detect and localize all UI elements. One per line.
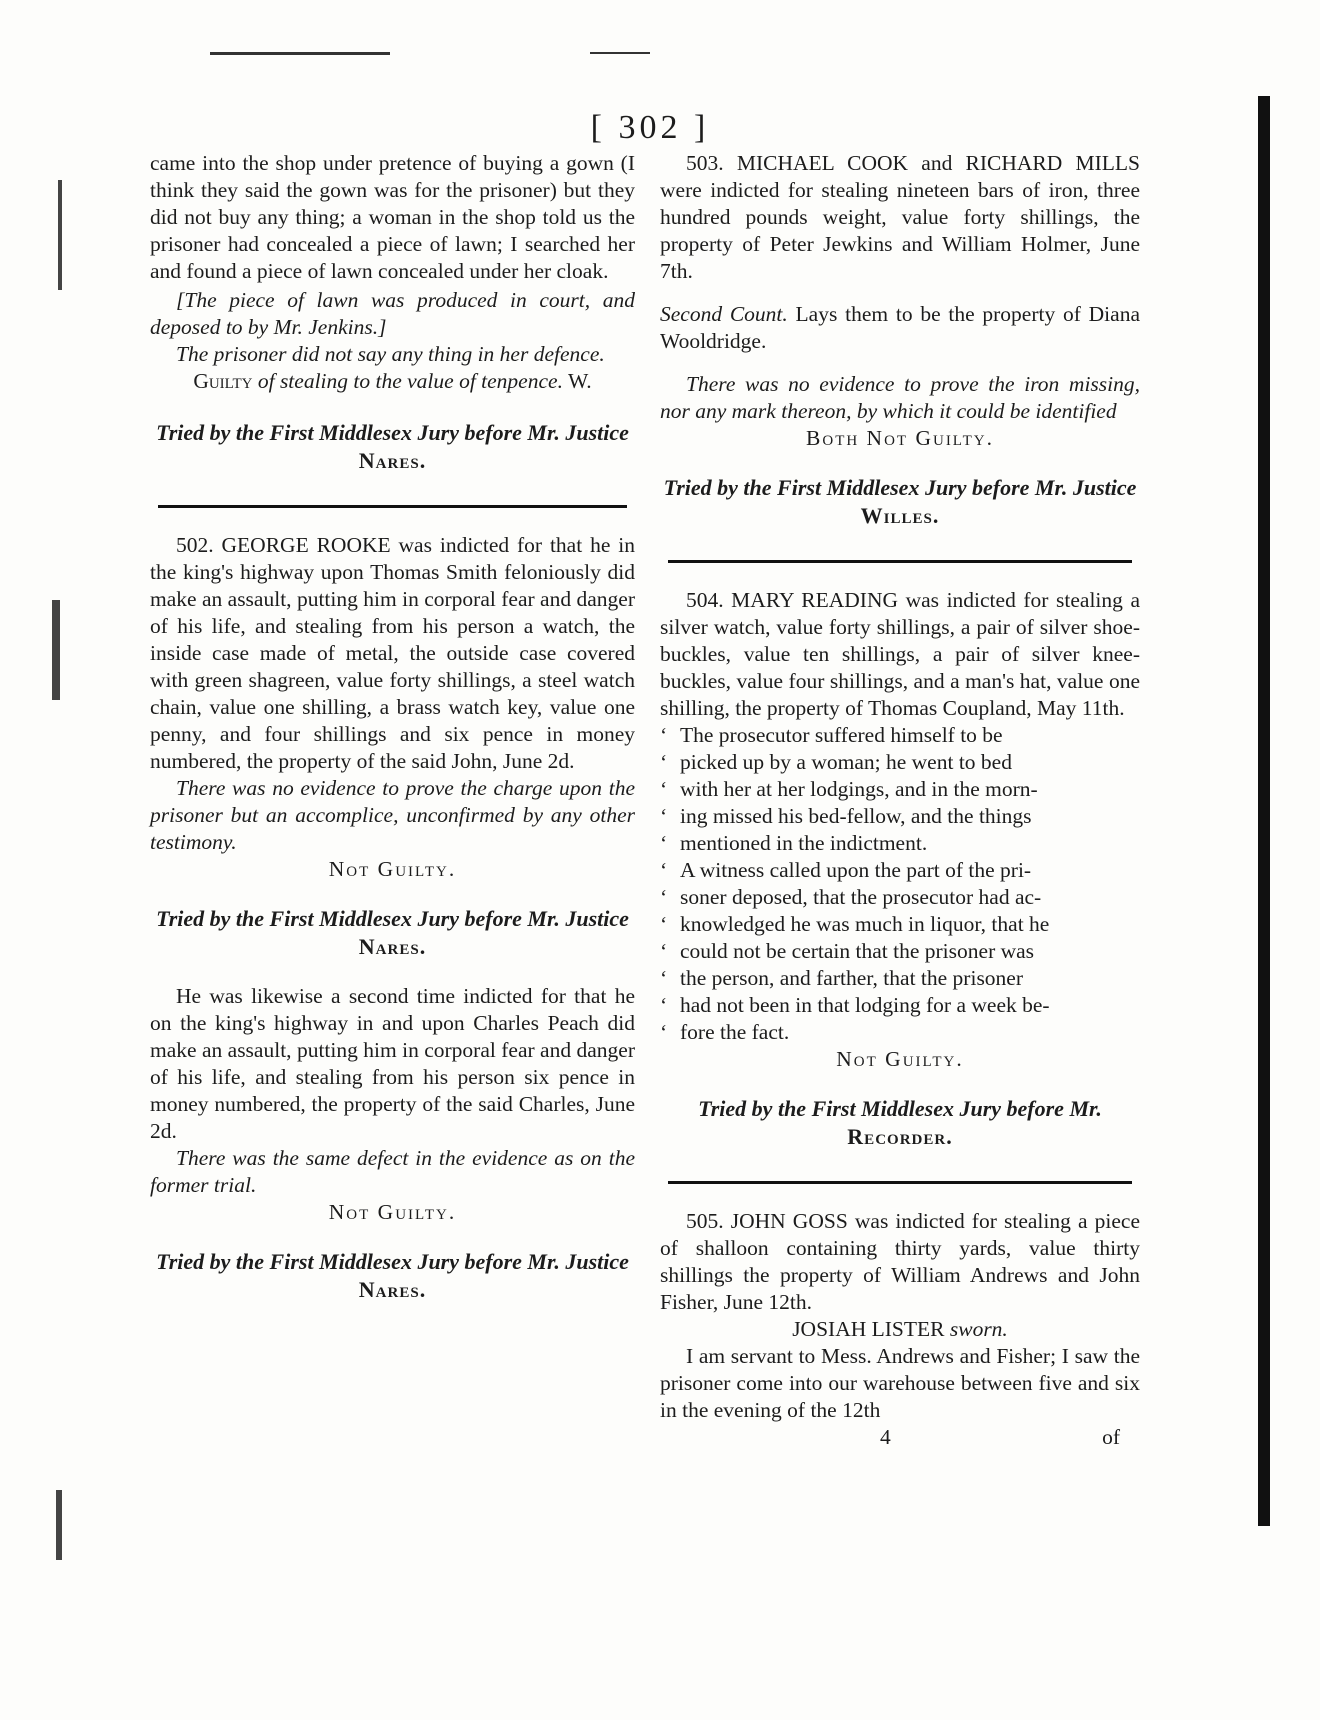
scan-artifact xyxy=(210,52,390,55)
quote-line: ‘ A witness called upon the part of the pri- xyxy=(660,857,1140,884)
tried-by-502 xyxy=(150,905,635,961)
quote-line: ‘ picked up by a woman; he went to bed xyxy=(660,749,1140,776)
quote-line: ‘ ing missed his bed-fellow, and the things xyxy=(660,803,1140,830)
case-503: 503. MICHAEL COOK and RICHARD MILLS were indicted for stealing nineteen bars of iron, three hundred pounds weight, value forty shillings, the property of Peter Jewkins and William Holmer, June 7th. xyxy=(660,151,1140,283)
tried-by-504 xyxy=(660,1095,1140,1151)
margin-scan-marks xyxy=(30,180,70,1720)
left-column xyxy=(150,150,635,1304)
right-column xyxy=(660,150,1140,1451)
witness-line xyxy=(660,1316,1140,1343)
witness-sworn: sworn. xyxy=(949,1317,1008,1341)
case-504: 504. MARY READING was indicted for stealing a silver watch, value forty shillings, a pair of silver shoe-buckles, value ten shillings, a pair of silver knee-buckles, value four shillings, and a man's hat, value one shilling, the property of Thomas Coupland, May 11th. xyxy=(660,588,1140,720)
tried-by-502b xyxy=(150,1248,635,1304)
second-indictment-note: There was the same defect in the evidence as on the former trial. xyxy=(150,1146,635,1197)
verdict-502b: Not Guilty. xyxy=(328,1200,457,1224)
defence-note: The prisoner did not say any thing in her defence. xyxy=(176,342,605,366)
judge-name: Nares. xyxy=(358,448,427,473)
page-spine-shadow xyxy=(1258,96,1270,1526)
second-count-label: Second Count. xyxy=(660,302,788,326)
second-count xyxy=(660,301,1140,355)
quote-line: ‘ with her at her lodgings, and in the morn- xyxy=(660,776,1140,803)
judge-name: Nares. xyxy=(358,934,427,959)
verdict-501-word: Guilty xyxy=(193,369,253,393)
quote-line: ‘ The prosecutor suffered himself to be xyxy=(660,722,1140,749)
tried-text: Tried by the First Middlesex Jury before Mr. Justice xyxy=(156,1249,629,1274)
verdict-502: Not Guilty. xyxy=(328,857,457,881)
section-rule xyxy=(668,560,1132,563)
judge-name: Willes. xyxy=(860,503,940,528)
tried-text: Tried by the First Middlesex Jury before Mr. Justice xyxy=(156,420,629,445)
continued-paragraph: came into the shop under pretence of buying a gown (I think they said the gown was for the prisoner) but they did not buy any thing; a woman in the shop told us the prisoner had concealed a piece of lawn; I searched her and found a piece of lawn concealed under her cloak. xyxy=(150,151,635,283)
verdict-501 xyxy=(150,368,635,395)
verdict-504: Not Guilty. xyxy=(836,1047,964,1071)
quote-line: ‘ had not been in that lodging for a week be- xyxy=(660,992,1140,1019)
verdict-501-mark: W. xyxy=(567,369,592,393)
second-indictment: He was likewise a second time indicted for that he on the king's highway in and upon Charles Peach did make an assault, putting him in corporal fear and danger of his life, and stealing from his person six pence in money numbered, the property of the said Charles, June 2d. xyxy=(150,984,635,1143)
tried-by-501 xyxy=(150,419,635,475)
quote-line: ‘ the person, and farther, that the prisoner xyxy=(660,965,1140,992)
section-rule xyxy=(668,1181,1132,1184)
case-502-note: There was no evidence to prove the charge upon the prisoner but an accomplice, unconfirmed by any other testimony. xyxy=(150,776,635,854)
signature-mark: 4 xyxy=(880,1425,891,1449)
tried-text: Tried by the First Middlesex Jury before Mr. Justice xyxy=(156,906,629,931)
witness-name: JOSIAH LISTER xyxy=(792,1317,945,1341)
testimony: I am servant to Mess. Andrews and Fisher; I saw the prisoner come into our warehouse between five and six in the evening of the 12th xyxy=(660,1344,1140,1422)
tried-by-503 xyxy=(660,474,1140,530)
case-505: 505. JOHN GOSS was indicted for stealing a piece of shalloon containing thirty yards, value thirty shillings the property of William Andrews and John Fisher, June 12th. xyxy=(660,1209,1140,1314)
quotation-2 xyxy=(660,857,1140,1046)
verdict-503: Both Not Guilty. xyxy=(806,426,994,450)
tried-text: Tried by the First Middlesex Jury before Mr. Justice xyxy=(663,475,1137,500)
quotation-1 xyxy=(660,722,1140,857)
judge-name: Nares. xyxy=(358,1277,427,1302)
judge-name: Recorder. xyxy=(847,1124,953,1149)
bracket-note: [The piece of lawn was produced in court, and deposed to by Mr. Jenkins.] xyxy=(150,288,635,339)
case-503-note: There was no evidence to prove the iron missing, nor any mark thereon, by which it could be identified xyxy=(660,372,1140,423)
second-count-text: Lays them to be the property of Diana Wooldridge. xyxy=(660,302,1140,353)
page-number: [ 302 ] xyxy=(590,109,710,146)
section-rule xyxy=(158,505,627,508)
verdict-501-rest: of stealing to the value of tenpence. xyxy=(257,369,563,393)
quote-line: ‘ could not be certain that the prisoner was xyxy=(660,938,1140,965)
quote-line: ‘ mentioned in the indictment. xyxy=(660,830,1140,857)
catchword: of xyxy=(1102,1425,1120,1449)
quote-line: ‘ soner deposed, that the prosecutor had ac- xyxy=(660,884,1140,911)
scan-artifact xyxy=(590,52,650,54)
tried-text: Tried by the First Middlesex Jury before Mr. xyxy=(698,1096,1102,1121)
quote-line: ‘ knowledged he was much in liquor, that he xyxy=(660,911,1140,938)
quote-line: ‘ fore the fact. xyxy=(660,1019,1140,1046)
page-footer xyxy=(660,1424,1140,1451)
case-502: 502. GEORGE ROOKE was indicted for that he in the king's highway upon Thomas Smith feloniously did make an assault, putting him in corporal fear and danger of his life, and stealing from his person a watch, the inside case made of metal, the outside case covered with green shagreen, value forty shillings, a steel watch chain, value one shilling, a brass watch key, value one penny, and four shillings and six pence in money numbered, the property of the said John, June 2d. xyxy=(150,533,635,773)
